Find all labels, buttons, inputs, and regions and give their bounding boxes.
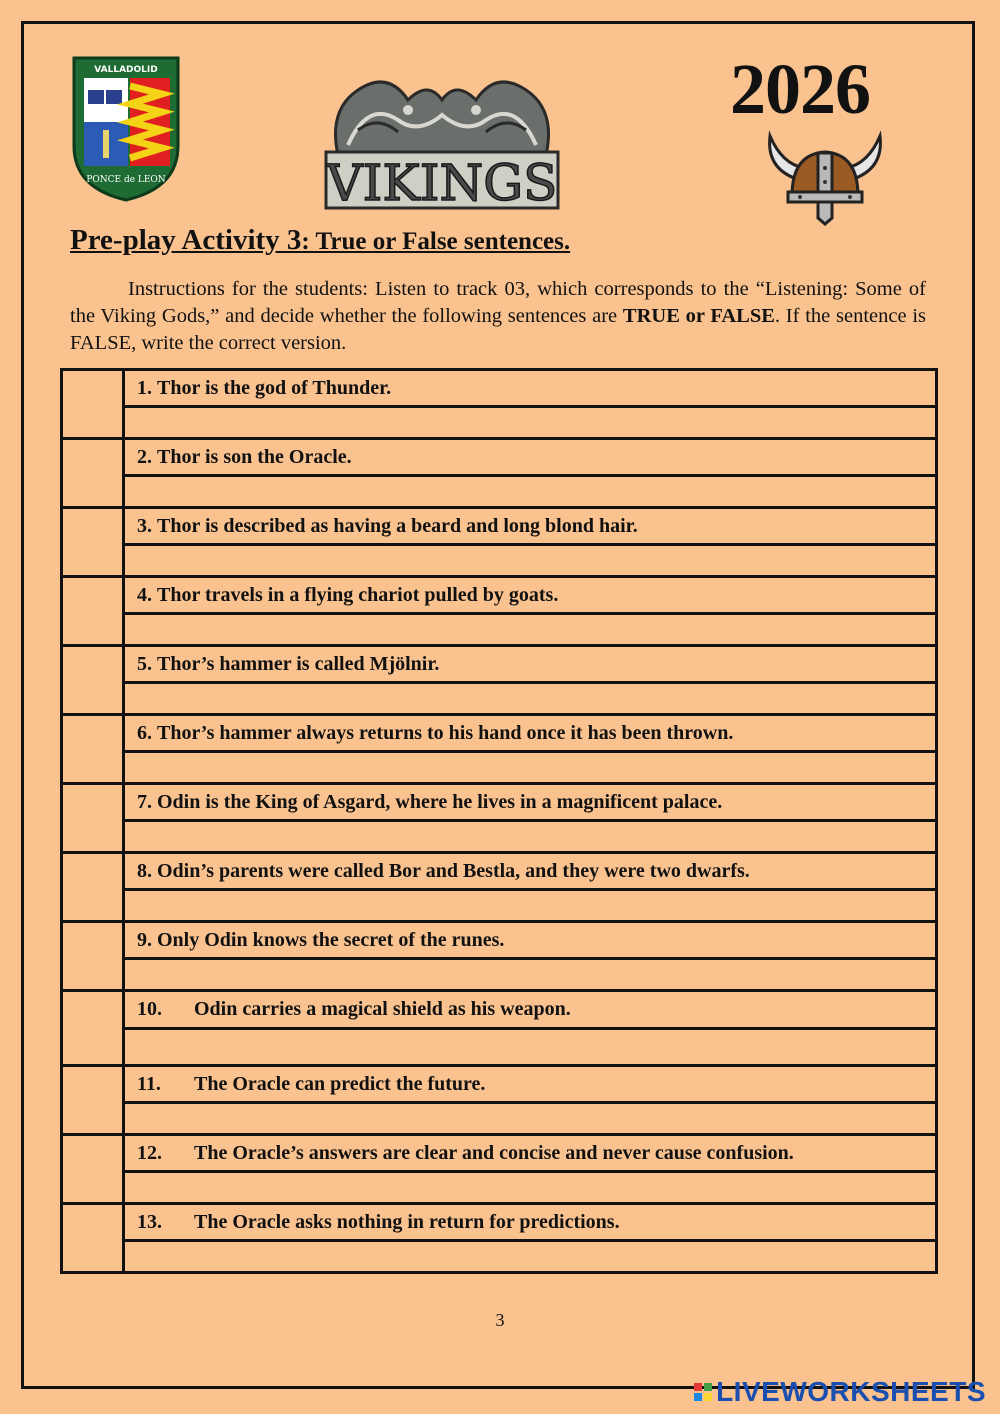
correction-answer-cell[interactable]: [125, 753, 935, 782]
true-false-answer-cell[interactable]: [63, 440, 125, 506]
table-row: [63, 782, 935, 851]
sentence-text: Odin is the King of Asgard, where he lives in a magnificent palace.: [157, 790, 723, 813]
true-false-answer-cell[interactable]: [63, 647, 125, 713]
sentence-cell: [125, 716, 935, 753]
sentence-cell: [125, 785, 935, 822]
svg-text:VALLADOLID: VALLADOLID: [94, 65, 158, 75]
sentence-cell: [125, 647, 935, 684]
correction-answer-cell[interactable]: [125, 822, 935, 851]
sentence-text: 2.: [137, 445, 152, 468]
svg-text:VIKINGS: VIKINGS: [326, 154, 558, 212]
true-false-answer-cell[interactable]: [63, 716, 125, 782]
year-label: 2026: [730, 49, 870, 129]
sentence-text: The Oracle’s answers are clear and concise and never cause confusion.: [194, 1141, 794, 1164]
sentence-cell: [125, 992, 935, 1030]
sentence-text: The Oracle asks nothing in return for predictions.: [194, 1210, 620, 1233]
sentence-cell: [125, 509, 935, 546]
sentence-text: Thor’s hammer is called Mjölnir.: [157, 652, 440, 675]
table-row: [63, 506, 935, 575]
correction-answer-cell[interactable]: [125, 477, 935, 506]
sentence-text: Thor is son the Oracle.: [157, 445, 352, 468]
svg-text:PONCE de LEON: PONCE de LEON: [86, 175, 166, 185]
sentence-text: Odin carries a magical shield as his weapon.: [194, 998, 571, 1020]
correction-answer-cell[interactable]: [125, 408, 935, 437]
sentence-text: Only Odin knows the secret of the runes.: [157, 928, 505, 951]
table-row: [63, 920, 935, 989]
true-false-answer-cell[interactable]: [63, 1067, 125, 1133]
instructions-text: Instructions for the students: Listen to track 03, which corresponds to the “Listening: Some of the Viking Gods,” and decide whether the following sentences are: [70, 278, 926, 327]
true-false-answer-cell[interactable]: [63, 992, 125, 1064]
sentence-text: 8.: [137, 859, 152, 882]
correction-answer-cell[interactable]: [125, 1173, 935, 1202]
sentence-cell: [125, 1205, 935, 1242]
correction-answer-cell[interactable]: [125, 1030, 935, 1064]
true-false-answer-cell[interactable]: [63, 785, 125, 851]
correction-answer-cell[interactable]: [125, 1242, 935, 1271]
instructions-text-end: . If the sentence is FALSE, write the correct version.: [70, 305, 926, 354]
sentence-text: 6.: [137, 721, 152, 744]
activity-title-subtitle: : True or False sentences.: [301, 228, 571, 255]
sentence-cell: [125, 854, 935, 891]
correction-answer-cell[interactable]: [125, 960, 935, 989]
school-crest-logo: [70, 54, 182, 202]
true-false-table: [60, 368, 938, 1274]
sentence-text: 1.: [137, 376, 152, 399]
correction-answer-cell[interactable]: [125, 684, 935, 713]
table-row: [63, 644, 935, 713]
true-false-answer-cell[interactable]: [63, 509, 125, 575]
true-false-answer-cell[interactable]: [63, 371, 125, 437]
liveworksheets-brand-text: LIVEWORKSHEETS: [716, 1376, 986, 1407]
sentence-text: 5.: [137, 652, 152, 675]
sentence-number: 12.: [137, 1141, 162, 1164]
instructions-paragraph: [70, 276, 926, 357]
correction-answer-cell[interactable]: [125, 1104, 935, 1133]
correction-answer-cell[interactable]: [125, 546, 935, 575]
sentence-text: Odin’s parents were called Bor and Bestla, and they were two dwarfs.: [157, 859, 750, 882]
sentence-text: 4.: [137, 583, 152, 606]
sentence-text: Thor travels in a flying chariot pulled by goats.: [157, 583, 559, 606]
sentence-text: The Oracle can predict the future.: [194, 1072, 486, 1095]
page-number: 3: [495, 1310, 505, 1330]
sentence-cell: [125, 371, 935, 408]
sentence-text: 7.: [137, 790, 152, 813]
sentence-number: 10.: [137, 998, 162, 1020]
sentence-cell: [125, 1067, 935, 1104]
liveworksheets-logo[interactable]: [694, 1376, 986, 1408]
sentence-text: Thor is described as having a beard and long blond hair.: [157, 514, 638, 537]
activity-title-main: Pre-play Activity 3: [70, 224, 302, 256]
true-false-answer-cell[interactable]: [63, 1205, 125, 1271]
sentence-cell: [125, 923, 935, 960]
sentence-cell: [125, 440, 935, 477]
true-false-answer-cell[interactable]: [63, 923, 125, 989]
sentence-number: 11.: [137, 1072, 161, 1095]
sentence-cell: [125, 1136, 935, 1173]
true-false-answer-cell[interactable]: [63, 1136, 125, 1202]
table-row: [63, 437, 935, 506]
table-row: [63, 713, 935, 782]
true-false-answer-cell[interactable]: [63, 854, 125, 920]
viking-helmet-icon: [760, 118, 890, 226]
table-row: [63, 371, 935, 437]
sentence-cell: [125, 578, 935, 615]
sentence-text: 3.: [137, 514, 152, 537]
liveworksheets-blocks-icon: [694, 1383, 712, 1401]
activity-title: [70, 224, 570, 257]
table-row: [63, 575, 935, 644]
table-row: [63, 1202, 935, 1271]
vikings-logo: [318, 60, 566, 212]
table-row: [63, 989, 935, 1064]
instructions-emphasis: TRUE or FALSE: [622, 305, 775, 327]
true-false-answer-cell[interactable]: [63, 578, 125, 644]
table-row: [63, 1064, 935, 1133]
sentence-text: Thor is the god of Thunder.: [157, 376, 392, 399]
sentence-text: Thor’s hammer always returns to his hand once it has been thrown.: [157, 721, 734, 744]
table-row: [63, 851, 935, 920]
table-row: [63, 1133, 935, 1202]
correction-answer-cell[interactable]: [125, 891, 935, 920]
sentence-number: 13.: [137, 1210, 162, 1233]
correction-answer-cell[interactable]: [125, 615, 935, 644]
sentence-text: 9.: [137, 928, 152, 951]
